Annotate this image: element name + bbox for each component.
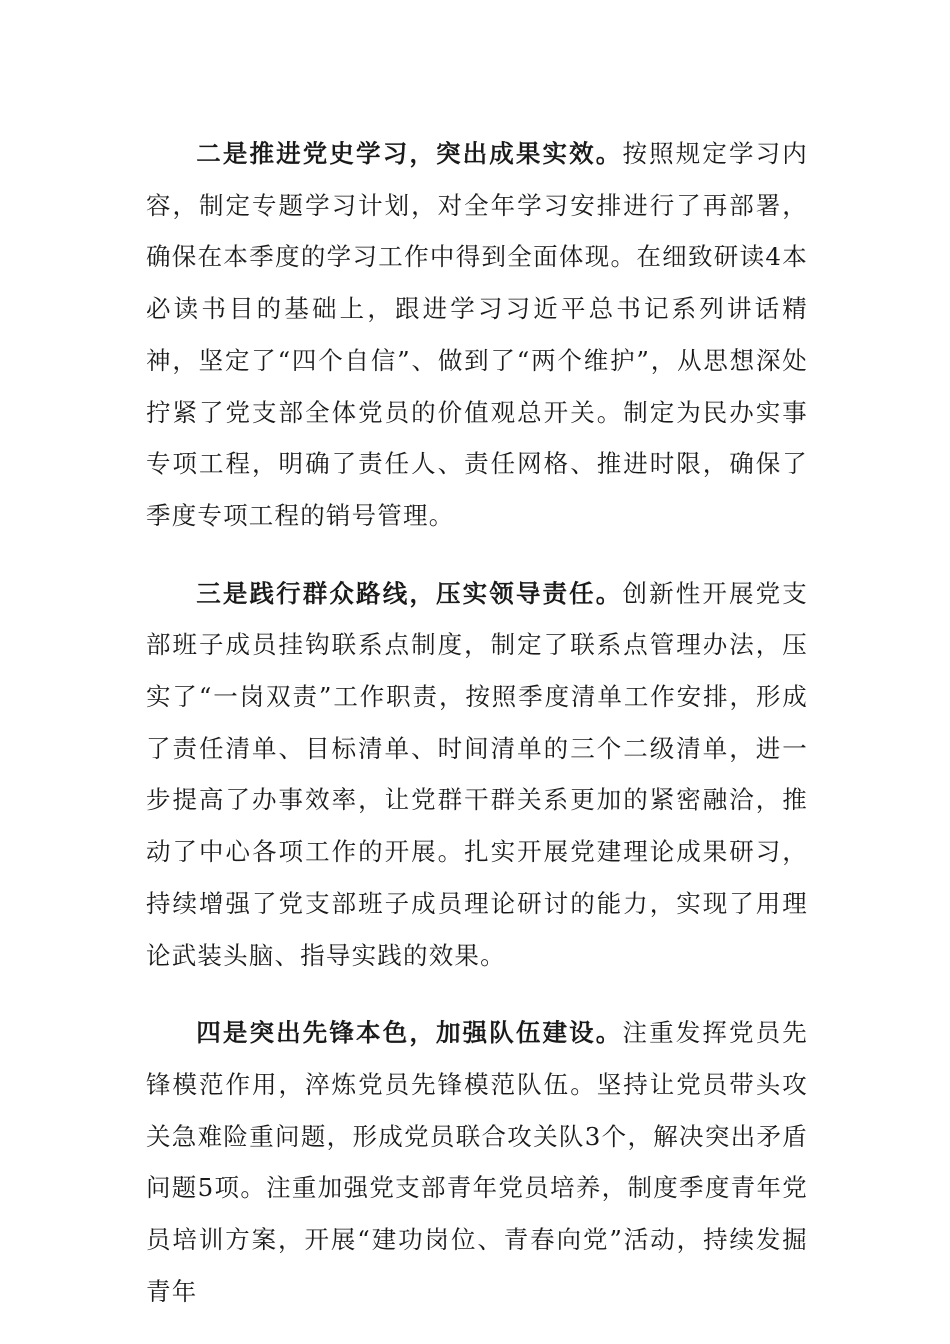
paragraph-mass-line: [146, 568, 808, 982]
paragraph-team-building: [146, 1007, 808, 1317]
paragraph-body: 创新性开展党支部班子成员挂钩联系点制度，制定了联系点管理办法，压实了“一岗双责”工作职责，按照季度清单工作安排，形成了责任清单、目标清单、时间清单的三个二级清单，进一步提高了办事效率，让党群干群关系更加的紧密融洽，推动了中心各项工作的开展。扎实开展党建理论成果研习，持续增强了党支部班子成员理论研讨的能力，实现了用理论武装头脑、指导实践的效果。: [146, 578, 808, 970]
paragraph-heading: 四是突出先锋本色，加强队伍建设。: [196, 1018, 623, 1048]
paragraph-body: 按照规定学习内容，制定专题学习计划，对全年学习安排进行了再部署，确保在本季度的学习工作中得到全面体现。在细致研读4本必读书目的基础上，跟进学习习近平总书记系列讲话精神，坚定了“四个自信”、做到了“两个维护”，从思想深处拧紧了党支部全体党员的价值观总开关。制定为民办实事专项工程，明确了责任人、责任网格、推进时限，确保了季度专项工程的销号管理。: [146, 139, 808, 530]
document-page: [146, 128, 808, 1343]
paragraph-party-history-study: [146, 128, 808, 542]
paragraph-heading: 二是推进党史学习，突出成果实效。: [196, 139, 623, 168]
paragraph-heading: 三是践行群众路线，压实领导责任。: [196, 578, 623, 608]
paragraph-body: 注重发挥党员先锋模范作用，淬炼党员先锋模范队伍。坚持让党员带头攻关急难险重问题，形成党员联合攻关队3个，解决突出矛盾问题5项。注重加强党支部青年党员培养，制度季度青年党员培训方案，开展“建功岗位、青春向党”活动，持续发掘青年: [146, 1018, 808, 1306]
